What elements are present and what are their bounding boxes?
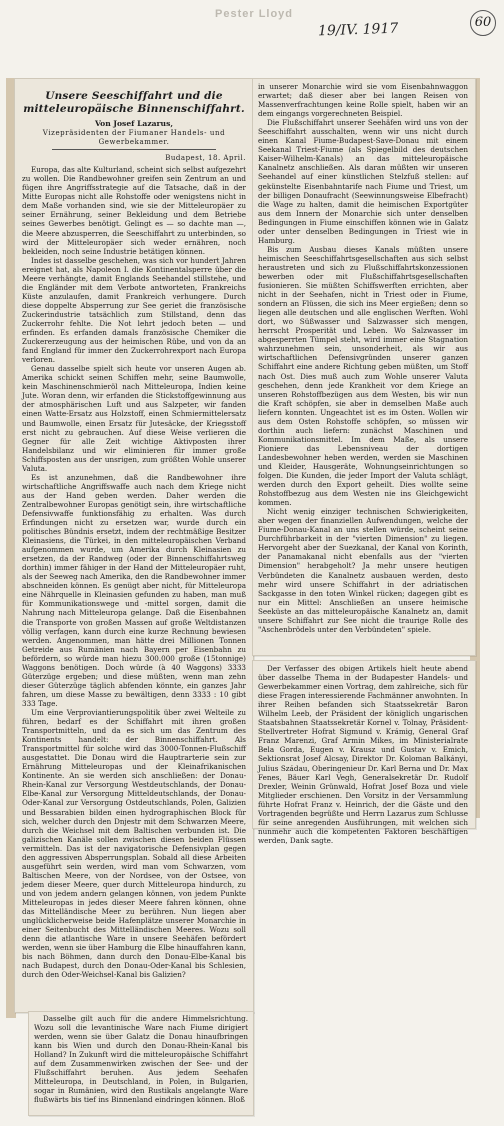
article-column-2	[258, 82, 468, 650]
paragraph: Indes ist dasselbe geschehen, was sich vor hundert Jahren ereignet hat, als Napoleon I. die Kontinentalsperre über die Meere verhängte, damit Englands Seehandel stillstehe, und die Engländer mit dem Verbote antworteten, Frankreichs Küste anzulaufen, damit Frankreich verhungere. Durch diese doppelte Absperrung zur See geriet die französische Zuckerindustrie tatsächlich zum Stillstand, denn das Zuckerrohr fehlte. Die Not lehrt jedoch beten — und erfinden. Es erfanden damals französische Chemiker die Zuckererzeugung aus der heimischen Rübe, und von da an fand England für immer den Zuckerrohrexport nach Europa verloren.	[22, 255, 246, 365]
article-column-1	[22, 84, 246, 1006]
article-headline: Unsere Seeschiffahrt und die mitteleuropäische Binnenschiffahrt.	[23, 90, 245, 115]
article-column-1-continued	[34, 1014, 248, 1112]
divider	[52, 149, 216, 150]
paragraph: Die Flußschiffahrt unserer Seehäfen wird uns von der Seeschiffahrt ausschalten, wenn wir uns nicht durch einen Kanal Fiume-Budapest-Save-Donau mit einem Seekanal Triest-Fiume (als Spiegelbild des deutschen Kaiser-Wilhelm-Kanals) an das mitteleuropäische Kanalnetz anschließen. Als daran müßten wir unseren Seehandel auf einer künstlichen Stelzfuß stellen: auf gekünstelte Eisenbahntarife nach Fiume und Triest, um der billigen Donaufracht (Seewinnungsweise Elbefracht) die Wage zu halten, damit die heimischen Exportgüter aus dem Innern der Monarchie sich unter denselben Bedingungen in Fiume einschiffen können wie in Galatz oder unter denselben Bedingungen in Triest wie in Hamburg.	[258, 118, 468, 245]
paragraph: Genau dasselbe spielt sich heute vor unseren Augen ab. Amerika schickt seinen Schiffen mehr, seine Baumwolle, kein Maschinenschmieröl nach Mitteleuropa, Indien keine Jute. Woran denn, wir erfanden die Stickstoffgewinnung aus der atmosphärischen Luft und aus Salzpeter, wir fanden einen Watte-Ersatz aus Holzstoff, einen Schmiermittelersatz und Baumwolle, einen Ersatz für Jutesäcke, der Kriegsstoff erst nicht zu gebrauchen. Auf diese Weise verlieren die Gegner für alle Zeit wichtige Aktivposten ihrer Handelsbilanz und wir eliminieren für immer große Schiffsposten aus der unsrigen, zum größten Wohle unserer Valuta.	[22, 364, 246, 473]
article-author: Von Josef Lazarus,	[94, 119, 174, 128]
paragraph: Bis zum Ausbau dieses Kanals müßten unsere heimischen Seeschiffahrtsgesellschaften aus sich selbst heraustreten und sich zu Flußschiffahrtskonzessionen bewerben oder mit Flußschiffahrtsgesellschaften fusionieren. Sie müßten Schiffswerften errichten, aber nicht in der Seehafen, nicht in Triest oder in Fiume, sondern an Flüssen, die sich ins Meer ergießen; denn so liegen alle deutschen und alle englischen Werften. Wohl dort, wo Süßwasser und Salzwasser sich mengen, herrscht Prosperität und Leben. Wo Salzwasser im abgesperrten Tümpel steht, wird immer eine Stagnation wahrzunehmen sein, unsonderheit, als wir aus wirtschaftlichen Defensivgründen unserer ganzen Schiffahrt eine andere Richtung geben müßten, um Stoff nach Ost. Dies muß auch zum Wohle unserer Valuta geschehen, denn jede Krankheit vor dem Kriege an unseren Rohstoffbezügen aus dem Westen, bis wir nun die Kraft schöpfen, sie aber in demselben Maße auch liefern konnten. Ungeachtet ist es im Osten. Wollen wir aus dem Osten Rohstoffe schöpfen, so müssen wir dorthin auch liefern: zunächst Maschinen und Kommunikationsmittel. Im dem Maße, als unsere Pioniere das Lebensniveau der dortigen Landesbewohner heben werden, werden sie Maschinen und Kleider, Hausgeräte, Wohnungseinrichtungen so folgen. Die Kunden, die jeder Import der Valuta schlägt, werden durch den Export geheilt. Dies wollte seine Rohstoffbezug aus dem Westen nie ins Gleichgewicht kommen.	[258, 244, 468, 508]
meeting-report	[258, 664, 468, 845]
article-dateline: Budapest, 18. April.	[165, 154, 246, 163]
paragraph: Europa, das alte Kulturland, scheint sich selbst aufgezehrt zu wollen. Die Randbewohner greifen sein Zentrum an und fügen ihre Angriffsstrategie auf die Tatsache, daß in der Mitte Europas nicht alle Rohstoffe oder wenigstens nicht in dem Maße vorhanden sind, wie sie der Mitteleuropäer zu seiner Ernährung, seiner Bekleidung und dem Betriebe seines Gewerbes benötigt. Gelingt es — so dachte man —, die Meere abzusperren, die Seeschiffahrt zu unterbinden, so wird der Mitteleuropäer sich weder ernähren, noch bekleiden, noch seine Industrie betätigen können.	[22, 165, 246, 256]
paragraph: Um eine Verproviantierungspolitik über zwei Welteile zu führen, bedarf es der Schiffahrt mit ihren großen Transportmitteln, und da es sich um das Zentrum des Kontinents handelt: der Binnenschiffahrt. Als Transportmittel für solche wird das 3000-Tonnen-Flußschiff ausgestattet. Die Donau wird die Hauptrarterie sein zur Ernährung Mitteleuropas und der Kleinafrikanischen Kontinente. An sie werden sich anschließen: der Donau-Rhein-Kanal zur Versorgung Westdeutschlands, der Donau-Elbe-Kanal zur Versorgung Mitteldeutschlands, der Donau-Oder-Kanal zur Versorgung Ostdeutschlands, Polen, Galizien und Bessarabien bilden einen hydrographischen Block für sich, welcher durch den Dnjestr mit dem Schwarzen Meere, durch die Weichsel mit dem Baltischen verbunden ist. Die galizischen Kanäle sollen zwischen diesen beiden Flüssen vermitteln. Das ist der navigatorische Defensivplan gegen den aggressiven Absperrungsplan. Sobald all diese Arbeiten ausgeführt sein werden, wird man vom Schwarzen, vom Baltischen Meere, von der Nordsee, von der Ostsee, von jedem dieser Meere, quer durch Mitteleuropa hindurch, zu und von jedem andern gelangen können, von jedem Punkte Mitteleuropas in jedes dieser Meere fahren können, ohne das Mittelländische Meer zu berühren. Nun liegen aber unglücklicherweise beide Hafenplätze unserer Monarchie in einer Seitenbucht des Mittelländischen Meeres. Wozu soll denn die atlantische Ware in unsere Seehäfen befördert werden, wenn sie über Hamburg die Elbe hinauffahren kann, bis nach Böhmen, dann durch den Donau-Elbe-Kanal bis nach Budapest, durch den Donau-Oder-Kanal bis Schlesien, durch den Oder-Weichsel-Kanal bis Galizien?	[22, 708, 246, 980]
paragraph: Nicht wenig einziger technischen Schwierigkeiten, aber wegen der finanziellen Aufwendungen, welche der Fiume-Donau-Kanal an uns stellen würde, scheint seine Durchführbarkeit in der "vierten Dimension" zu liegen. Hervorgeht aber der Suezkanal, der Kanal von Korinth, der Panamakanal nicht ebenfalls aus der "vierten Dimension" herabgeholt? Ja mehr unsere heutigen Verbündeten die Kanalnetz ausbauen werden, desto mehr wird unsere Schiffahrt in der adriatischen Sackgasse in den toten Winkel rücken; dagegen gibt es nur ein Mittel: Anschließen an unsere heimische Seeküste an das mitteleuropäische Kanalnetz an, damit unsere Schiffahrt zur See nicht die traurige Rolle des "Aschenbrödels unter den Verbündeten" spiele.	[258, 507, 468, 634]
paragraph: Der Verfasser des obigen Artikels hielt heute abend über dasselbe Thema in der Budapester Handels- und Gewerbekammer einen Vortrag, dem zahlreiche, sich für diese Fragen interessierende Fachmänner anwohnten. In ihrer Reihen befanden sich Staatssekretär Baron Wilhelm Leeb, der Präsident der königlich ungarischen Staatsbahnen Staatssekretär Kornel v. Tolnay, Präsident-Stellvertreter Hofrat Sigmund v. Krámig, General Graf Franz Marenzi, Graf Armin Mikes, im Ministerialrate Bela Gorda, Eugen v. Krausz und Gustav v. Emich, Sektionsrat Josef Alcsay, Direktor Dr. Koloman Balkányi, Julius Szádau, Oberingenieur Dr. Karl Berna und Dr. Max Fenes, Bäuer Karl Vegh, Generalsekretär Dr. Rudolf Drexler, Weinin Grünwald, Hofrat Josef Boza und viele Mitglieder erschienen. Den Vorsitz in der Versammlung führte Hofrat Franz v. Heinrich, der die Gäste und den Vortragenden begrüßte und Herrn Lazarus zum Schlusse für seine anregenden Ausführungen, mit welchen sich nunmehr auch die kompetenten Faktoren beschäftigen werden, Dank sagte.	[258, 664, 468, 845]
article-author-role: Vizepräsidenten der Fiumaner Handels- und Gewerbekammer.	[42, 129, 226, 147]
handwritten-page-number: 60	[470, 10, 496, 36]
paragraph: in unserer Monarchie wird sie vom Eisenbahnwaggon erwartet; daß dieser aber bei langen Reisen von Massenverfrachtungen keine Rolle spielt, haben wir an dem eingangs vorgerechneten Beispiel.	[258, 82, 468, 119]
paragraph: Dasselbe gilt auch für die andere Himmelsrichtung. Wozu soll die levantinische Ware nach Fiume dirigiert werden, wenn sie über Galatz die Donau hinaufbringen kann bis Wien und durch den Donau-Rhein-Kanal bis Holland? In Zukunft wird die mitteleuropäische Schiffahrt auf dem Zusammenwirken zwischen der See- und der Flußschiffahrt beruhen. Aus jedem Seehafen Mitteleuropa, in Deutschland, in Polen, in Bulgarien, sogar in Rumänien, wird den Rustikals angelangte Ware flußwärts bis tief ins Binnenland eindringen können. Bloß	[34, 1014, 248, 1105]
handwritten-date: 19/IV. 1917	[317, 20, 399, 40]
newspaper-stamp: Pester Lloyd	[215, 8, 294, 20]
paragraph: Es ist anzunehmen, daß die Randbewohner ihre wirtschaftliche Angriffswaffe auch nach dem Kriege nicht aus der Hand geben werden. Daher werden die Zentralbewohner Europas genötigt sein, ihre wirtschaftliche Defensivwaffe funktionsfähig zu erhalten. Was durch Erfindungen nicht zu ersetzen war, wurde durch ein politisches Bündnis ersetzt, indem der rechtmäßige Besitzer Kleinasiens, die Türkei, in den mitteleuropäischen Verband aufgenommen wurde, um Amerika durch Kleinasien zu ersetzen, da der Randweg (oder der Binnenschiffahrtsweg dorthin) immer fähiger in der Hand der Mitteleuropäer ruht, als der Seeweg nach Amerika, den die Randbewohner immer abschneiden können. Es genügt aber nicht, für Mitteleuropa eine Nährquelle in Kleinasien gefunden zu haben, man muß für Kommunikationswege und -mittel sorgen, damit die Nahrung nach Mitteleuropa gelange. Daß die Eisenbahnen die Transporte von großen Massen auf große Weltdistanzen völlig verfagen, kann durch eine kurze Rechnung bewiesen werden. Angenommen, man hätte drei Millionen Tonnen Getreide aus Rumänien nach Bayern per Eisenbahn zu befördern, so würde man hiezu 300.000 große (15tonnige) Waggons benötigen. Doch würde (à 40 Waggons) 3333 Güterzüge ergeben; und diese müßten, wenn man zehn dieser Güterzüge täglich abfenden könnte, ein ganzes Jahr fahren, um diese Masse zu bewältigen, denn 3333 : 10 gibt 333 Tage.	[22, 472, 246, 708]
